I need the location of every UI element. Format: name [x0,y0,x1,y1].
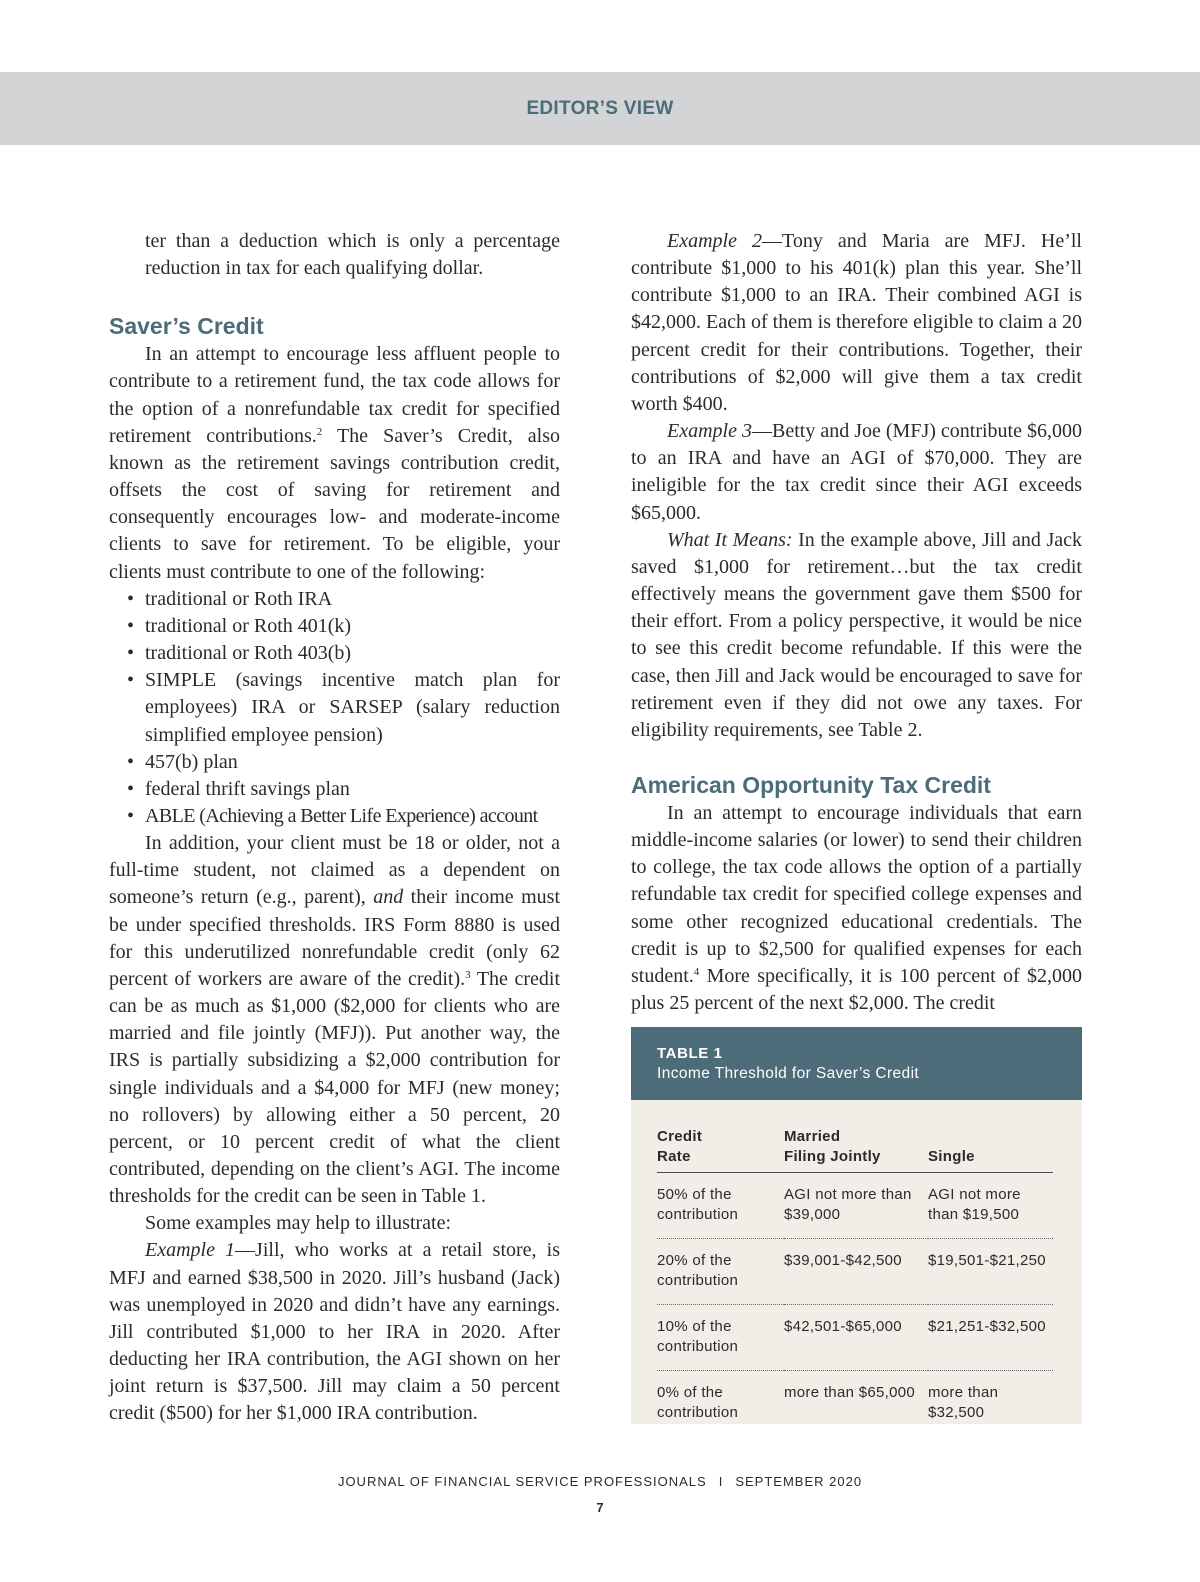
table-cell: more than $32,500 [928,1384,999,1421]
page-footer [0,1474,1200,1489]
savers-credit-heading: Saver’s Credit [109,313,264,340]
table-1 [631,1027,1082,1424]
journal-name: JOURNAL OF FINANCIAL SERVICE PROFESSIONALS [337,1474,707,1489]
footnote-ref: 2 [316,425,323,438]
column-header-single: Single [928,1127,1053,1173]
table-row [657,1173,1053,1239]
example-1-paragraph: Example 1—Jill, who works at a retail store, is MFJ and earned $38,500 in 2020. Jill’s husband (Jack) was unemployed in 2020 and didn’t have any earnings. Jill contributed $1,000 to her IRA in 2020. After deducting her IRA contribution, the AGI shown on her joint return is $37,500. Jill may claim a 50 percent credit ($500) for her $1,000 IRA contribution. [109,1239,560,1425]
table-1-title: Income Threshold for Saver’s Credit [657,1065,920,1082]
left-column [109,228,560,1428]
table-1-header [631,1027,1082,1100]
list-item: • ABLE (Achieving a Better Life Experience) account [109,803,560,830]
list-item: • SIMPLE (savings incentive match plan for employees) IRA or SARSEP (salary reduction simplified employee pension) [109,667,560,748]
issue-date: SEPTEMBER 2020 [735,1474,863,1489]
aotc-heading: American Opportunity Tax Credit [631,771,991,798]
list-item: • federal thrift savings plan [109,776,560,803]
table-1-label: TABLE 1 [657,1045,723,1062]
table-cell: $39,001-$42,500 [784,1239,928,1305]
section-header-title: EDITOR’S VIEW [526,97,674,119]
table-cell: 50% of the contribution [657,1173,784,1239]
table-cell: $21,251-$32,500 [928,1305,1053,1371]
footnote-ref: 4 [693,965,700,978]
table-cell: $42,501-$65,000 [784,1305,928,1371]
list-item: • 457(b) plan [109,749,560,776]
table-cell: 10% of the contribution [657,1305,784,1371]
example-2-paragraph: Example 2—Tony and Maria are MFJ. He’ll contribute $1,000 to his 401(k) plan this year. She’ll contribute $1,000 to an IRA. Their combined AGI is $42,000. Each of them is therefore eligible to claim a 20 percent credit for their contributions. Together, their contributions of $2,000 will give them a tax credit worth $400. [631,230,1082,415]
eligibility-paragraph: In addition, your client must be 18 or older, not a full-time student, not claimed as a dependent on someone’s return (e.g., parent), and their income must be under specified thresholds. IRS Form 8880 is used for this underutilized nonrefundable credit (only 62 percent of workers are aware of the credit).$^3$ The credit can be as much as $1,000 ($2,000 for clients who are married and file jointly (MFJ)). Put another way, the IRS is partially subsidizing a $2,000 contribution for single individuals and a $4,000 for MFJ (new money; no rollovers) by allowing either a 50 percent, 20 percent, or 10 percent credit of what the client contributed, depending on the client’s AGI. The income thresholds for the credit can be seen in Table 1. [109,832,560,1208]
aotc-paragraph: In an attempt to encourage individuals that earn middle-income salaries (or lower) to send their children to college, the tax code allows the option of a partially refundable tax credit for specified college expenses and some other recognized educational credentials. The credit is up to $2,500 for qualified expenses for each student.$^4$ More specifically, it is 100 percent of $2,000 plus 25 percent of the next $2,000. The credit [631,801,1082,1015]
what-it-means-paragraph: What It Means: In the example above, Jill and Jack saved $1,000 for retirement…but the tax credit effectively means the government gave them $500 for their effort. From a policy perspective, it would be nice to see this credit become refundable. If this were the case, then Jill and Jack would be encouraged to save for retirement even if they did not owe any taxes. For eligibility requirements, see Table 2. [631,528,1082,741]
right-column [631,228,1082,1017]
income-threshold-table [657,1127,1053,1436]
table-cell: 0% of the contribution [657,1384,739,1421]
eligible-plans-list [109,586,560,830]
table-row [657,1239,1053,1305]
carryover-paragraph: ter than a deduction which is only a percentage reduction in tax for each qualifying dollar. [145,230,560,280]
column-header-credit-rate: Credit Rate [657,1127,784,1173]
list-item: • traditional or Roth 401(k) [109,613,560,640]
table-header-row [657,1127,1053,1173]
savers-credit-intro-paragraph: In an attempt to encourage less affluent people to contribute to a retirement fund, the tax code allows for the option of a nonrefundable tax credit for specified retirement contributions.$^2$ The Saver’s Credit, also known as the retirement savings contribution credit, offsets the cost of saving for retirement and consequently encourages low- and moderate-income clients to save for retirement. To be eligible, your clients must contribute to one of the following: [109,343,560,583]
table-cell: AGI not more than $39,000 [784,1173,928,1239]
list-item: • traditional or Roth IRA [109,586,560,613]
examples-intro-paragraph: Some examples may help to illustrate: [145,1212,452,1235]
header-banner [0,72,1200,145]
list-item: • traditional or Roth 403(b) [109,640,560,667]
table-cell: 20% of the contribution [657,1239,784,1305]
footer-separator: I [718,1474,724,1489]
example-3-paragraph: Example 3—Betty and Joe (MFJ) contribute $6,000 to an IRA and have an AGI of $70,000. They are ineligible for the tax credit since their AGI exceeds $65,000. [631,420,1082,524]
footnote-ref: 3 [465,968,471,981]
table-cell: $19,501-$21,250 [928,1239,1053,1305]
page-number: 7 [596,1500,604,1515]
column-header-married-filing-jointly: Married Filing Jointly [784,1127,928,1173]
table-row [657,1305,1053,1371]
table-row [657,1371,1053,1437]
table-cell: more than $65,000 [784,1384,916,1401]
table-cell: AGI not more than $19,500 [928,1173,1053,1239]
